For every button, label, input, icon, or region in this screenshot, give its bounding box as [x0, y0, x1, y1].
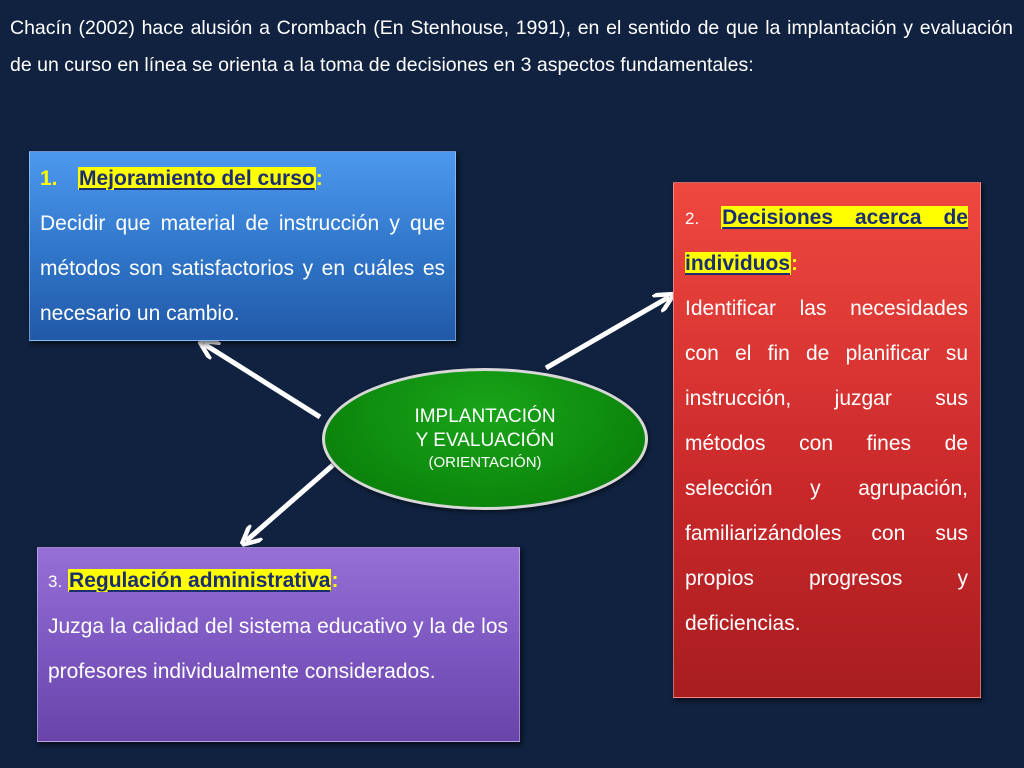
- aspect-2-body: Identificar las necesidades con el fin de planificar su instrucción, juzgar sus métodos con fines de selección y agrupación, familiarizándoles con sus propios progresos y deficiencias.: [685, 297, 968, 635]
- aspect-box-course-improvement: [29, 151, 456, 341]
- aspect-box-individual-decisions: [673, 182, 981, 698]
- aspect-3-colon: :: [331, 569, 339, 592]
- center-line-3: (ORIENTACIÓN): [428, 454, 542, 471]
- aspect-1-body: Decidir que material de instrucción y que métodos son satisfactorios y en cuáles es necesario un cambio.: [40, 212, 445, 325]
- center-line-2: Y EVALUACIÓN: [415, 430, 555, 451]
- aspect-1-title: Mejoramiento del curso: [79, 167, 315, 190]
- aspect-2-number: 2.: [685, 209, 700, 228]
- arrow-to-box2: [546, 297, 669, 368]
- aspect-2-colon: :: [791, 252, 798, 275]
- aspect-1-colon: :: [315, 167, 323, 190]
- arrow-to-box3: [246, 465, 333, 541]
- aspect-box-administrative-regulation: [37, 547, 520, 742]
- aspect-3-body: Juzga la calidad del sistema educativo y la de los profesores individualmente considerados.: [48, 615, 508, 683]
- aspect-3-title: Regulación administrativa: [69, 569, 331, 592]
- aspect-1-heading: [40, 156, 445, 201]
- aspect-2-title: Decisiones acerca de individuos: [685, 206, 968, 275]
- center-line-1: IMPLANTACIÓN: [414, 406, 556, 427]
- aspect-3-number: 3.: [48, 572, 63, 591]
- arrow-to-box1: [204, 344, 320, 417]
- center-oval-implementation-evaluation: [322, 368, 648, 510]
- aspect-1-number: 1.: [40, 167, 58, 190]
- intro-text: Chacín (2002) hace alusión a Crombach (En Stenhouse, 1991), en el sentido de que la implantación y evaluación de un curso en línea se orienta a la toma de decisiones en 3 aspectos fundamentales:: [10, 17, 1013, 76]
